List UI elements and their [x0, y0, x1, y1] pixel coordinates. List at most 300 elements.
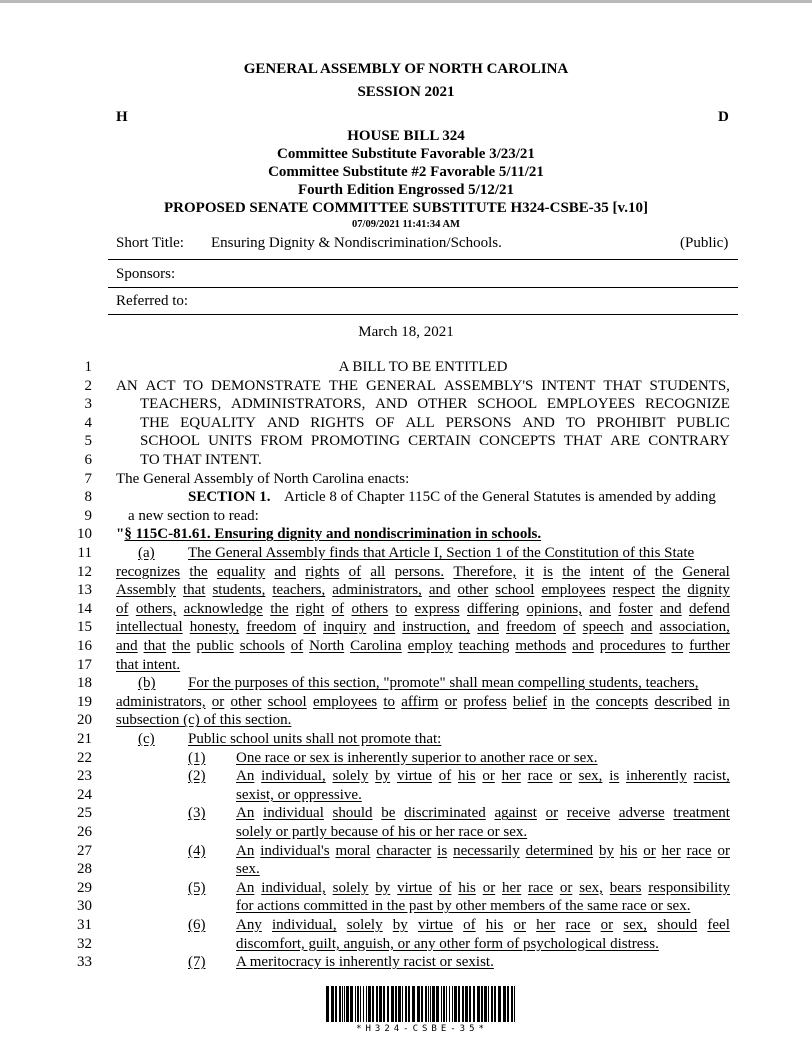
- divider: [108, 314, 738, 315]
- word: or: [482, 879, 496, 896]
- word: or: [559, 879, 573, 896]
- item-text-line: sex.: [236, 861, 260, 878]
- word: and: [428, 582, 451, 599]
- word: bears: [609, 879, 642, 896]
- line-number: 5: [84, 433, 92, 450]
- word: and: [116, 638, 138, 654]
- word: GENERAL: [365, 377, 436, 394]
- subsection-text: For the purposes of this section, "promote" shall mean compelling students, teachers,: [188, 675, 699, 692]
- word: by: [392, 917, 408, 933]
- act-title-line: [140, 432, 730, 451]
- line-number: 6: [84, 452, 92, 468]
- word: to: [395, 600, 408, 617]
- word: express: [414, 600, 460, 617]
- section-text: Article 8 of Chapter 115C of the General Statutes is amended by adding: [284, 489, 716, 506]
- line-number: 27: [77, 842, 92, 859]
- item-number: (1): [188, 749, 206, 766]
- divider: [108, 287, 738, 288]
- word: virtue: [417, 917, 453, 933]
- word: THAT: [563, 433, 603, 450]
- word: described: [654, 693, 712, 710]
- barcode-bar: [481, 986, 483, 1022]
- short-title-label: Short Title:: [116, 235, 184, 251]
- item-text-line: discomfort, guilt, anguish, or any other form of psychological distress.: [236, 935, 659, 952]
- barcode-bar: [473, 986, 475, 1022]
- chamber-letter: H: [116, 109, 128, 125]
- word: teachers,: [272, 582, 326, 599]
- act-title-line: [140, 395, 730, 414]
- word: An: [236, 879, 255, 896]
- word: and: [373, 619, 396, 636]
- barcode-bar: [372, 986, 374, 1022]
- item-text-line: [236, 842, 730, 861]
- word: or: [600, 917, 614, 933]
- barcode-bar: [503, 986, 506, 1022]
- barcode-bar: [441, 986, 442, 1022]
- word: PROMOTING: [310, 433, 401, 450]
- word: schools: [239, 638, 285, 654]
- item-text-line: [236, 916, 730, 935]
- barcode-bar: [391, 986, 394, 1022]
- word: or: [717, 842, 730, 859]
- barcode-bar: [363, 986, 364, 1022]
- word: individual,: [261, 768, 326, 785]
- word: of: [303, 619, 316, 636]
- word: respect: [612, 582, 656, 599]
- word: association,: [659, 619, 730, 636]
- subsection-a-line: [116, 581, 730, 600]
- line-number: 23: [77, 768, 92, 785]
- draft-letter: D: [718, 109, 729, 125]
- word: rights: [305, 563, 340, 580]
- item-text-line: [236, 767, 730, 786]
- barcode-bar: [417, 986, 420, 1022]
- timestamp: 07/09/2021 11:41:34 AM: [352, 219, 460, 230]
- barcode-bar: [398, 986, 401, 1022]
- item-number: (4): [188, 842, 206, 859]
- word: the: [662, 582, 681, 599]
- word: character: [376, 842, 432, 859]
- word: methods: [515, 638, 567, 654]
- referred-label: Referred to:: [116, 293, 189, 309]
- word: the: [189, 563, 208, 580]
- item-number: (5): [188, 879, 206, 896]
- word: or: [482, 768, 495, 785]
- word: individual: [263, 805, 324, 822]
- line-number: 29: [77, 879, 92, 896]
- item-text-line: for actions committed in the past by other members of the same race or sex.: [236, 898, 691, 915]
- word: employees: [541, 582, 606, 599]
- word: it: [525, 563, 534, 580]
- item-number: (2): [188, 768, 206, 785]
- word: and: [572, 638, 594, 654]
- statute-heading: [116, 525, 730, 544]
- word: RIGHTS: [310, 414, 365, 431]
- word: General: [682, 563, 730, 580]
- line-number: 33: [77, 954, 92, 971]
- subsection-label: (c): [138, 731, 155, 747]
- word: her: [501, 768, 521, 785]
- divider: [108, 259, 738, 260]
- word: PROHIBIT: [596, 414, 666, 431]
- barcode-bar: [326, 986, 329, 1022]
- word: the: [654, 563, 674, 580]
- line-number: 13: [77, 582, 92, 599]
- word: or: [211, 693, 225, 710]
- section-text-line: a new section to read:: [128, 507, 259, 524]
- word: solely: [346, 917, 383, 933]
- line-number: 19: [77, 693, 92, 710]
- line-number: 9: [84, 507, 92, 524]
- section-label: SECTION 1.: [188, 489, 271, 506]
- barcode-bar: [405, 986, 407, 1022]
- word: UNITS: [208, 433, 253, 450]
- word: and: [630, 619, 653, 636]
- word: North: [309, 638, 345, 654]
- word: is: [437, 842, 448, 859]
- word: receive: [566, 805, 611, 822]
- word: STUDENTS,: [649, 377, 730, 394]
- word: intent: [589, 563, 624, 580]
- word: in: [718, 693, 730, 710]
- word: An: [236, 805, 255, 822]
- word: An: [236, 768, 255, 785]
- word: his: [458, 879, 476, 896]
- word: treatment: [673, 805, 730, 822]
- barcode-bar: [443, 986, 445, 1022]
- word: persons.: [394, 563, 445, 580]
- barcode-bar: [395, 986, 397, 1022]
- word: virtue: [397, 879, 433, 896]
- line-number: 4: [84, 414, 92, 431]
- word: others,: [135, 600, 177, 617]
- word: inherently: [626, 768, 687, 785]
- word: or: [545, 805, 559, 822]
- subsection-a-line: [116, 563, 730, 582]
- word: ACT: [145, 377, 176, 394]
- word: race: [686, 842, 712, 859]
- line-number: 15: [77, 619, 92, 636]
- word: THAT: [603, 377, 642, 394]
- word: sex,: [623, 917, 648, 933]
- word: by: [375, 879, 391, 896]
- word: ADMINISTRATORS,: [231, 396, 366, 413]
- barcode-bar: [368, 986, 371, 1022]
- word: ALL: [405, 414, 435, 431]
- barcode-bar: [449, 986, 450, 1022]
- line-number: 31: [77, 917, 92, 933]
- word: individual,: [261, 879, 326, 896]
- word: EQUALITY: [180, 414, 256, 431]
- barcode-bar: [342, 986, 343, 1022]
- subsection-text: Public school units shall not promote that:: [188, 731, 442, 747]
- barcode-bar: [350, 986, 353, 1022]
- barcode: [324, 986, 520, 1038]
- item-text-line: One race or sex is inherently superior to another race or sex.: [236, 749, 598, 766]
- barcode-bar: [421, 986, 423, 1022]
- barcode-bar: [458, 986, 460, 1022]
- word: solely: [332, 879, 369, 896]
- word: his: [619, 842, 638, 859]
- word: should: [657, 917, 698, 933]
- line-number: 16: [77, 638, 92, 654]
- word: his: [485, 917, 504, 933]
- item-number: (7): [188, 954, 206, 971]
- word: of: [290, 638, 304, 654]
- word: moral: [335, 842, 371, 859]
- word: sex,: [578, 768, 603, 785]
- word: FROM: [260, 433, 303, 450]
- barcode-bar: [402, 986, 403, 1022]
- word: AN: [116, 377, 138, 394]
- word: race: [528, 879, 553, 896]
- history-line: Committee Substitute Favorable 3/23/21: [277, 146, 535, 162]
- subsection-label: (b): [138, 675, 156, 692]
- line-number: 2: [84, 377, 92, 394]
- word: acknowledge: [183, 600, 263, 617]
- word: against: [494, 805, 537, 822]
- barcode-bar: [346, 986, 349, 1022]
- line-number: 11: [77, 545, 92, 561]
- word: OF: [375, 414, 395, 431]
- barcode-bar: [432, 986, 435, 1022]
- word: teaching: [458, 638, 510, 654]
- word: race: [565, 917, 591, 933]
- assembly-title: GENERAL ASSEMBLY OF NORTH CAROLINA: [243, 61, 569, 77]
- word: further: [689, 638, 730, 654]
- word: AND: [522, 414, 555, 431]
- word: TEACHERS,: [140, 396, 222, 413]
- word: SCHOOL: [140, 433, 201, 450]
- sponsors-label: Sponsors:: [116, 266, 176, 282]
- word: employ: [407, 638, 453, 654]
- line-number: 22: [77, 749, 92, 766]
- word: virtue: [396, 768, 432, 785]
- subsection-b-line: [116, 693, 730, 712]
- subsection-a-line: [116, 637, 730, 656]
- word: adverse: [618, 805, 665, 822]
- bill-entitled-heading: A BILL TO BE ENTITLED: [338, 359, 508, 375]
- short-title: Ensuring Dignity & Nondiscrimination/Schools.: [211, 235, 502, 251]
- line-number: 7: [84, 470, 92, 487]
- bill-number: HOUSE BILL 324: [347, 128, 465, 144]
- barcode-bar: [498, 986, 501, 1022]
- word: INTENT: [541, 377, 596, 394]
- word: that: [182, 582, 206, 599]
- word: Any: [236, 917, 262, 933]
- item-text-line: [236, 804, 730, 823]
- barcode-bar: [360, 986, 361, 1022]
- word: is: [542, 563, 553, 580]
- line-number: 10: [77, 526, 92, 543]
- word: PERSONS: [445, 414, 512, 431]
- act-title-line: TO THAT INTENT.: [140, 452, 262, 468]
- line-number: 28: [77, 861, 92, 878]
- word: OTHER: [417, 396, 468, 413]
- word: that: [143, 638, 167, 654]
- word: dignity: [687, 582, 730, 599]
- word: and: [274, 563, 297, 580]
- barcode-bar: [477, 986, 480, 1022]
- word: racist,: [693, 768, 730, 785]
- word: opinions,: [526, 600, 582, 617]
- word: to: [383, 693, 395, 710]
- word: Assembly: [116, 582, 176, 599]
- word: be: [381, 805, 396, 822]
- item-text-line: [236, 879, 730, 898]
- word: of: [463, 917, 476, 933]
- barcode-bar: [428, 986, 429, 1022]
- barcode-bar: [335, 986, 337, 1022]
- word: feel: [707, 917, 730, 933]
- item-text-line: solely or partly because of his or her race or sex.: [236, 824, 528, 840]
- barcode-bar: [357, 986, 359, 1022]
- line-number: 26: [77, 824, 92, 840]
- word: is: [609, 768, 620, 785]
- line-number: 1: [84, 359, 92, 375]
- word: foster: [618, 600, 653, 617]
- word: CONCEPTS: [479, 433, 556, 450]
- statute-heading-text: § 115C-81.61. Ensuring dignity and nondiscrimination in schools.: [124, 526, 542, 543]
- word: solely: [332, 768, 369, 785]
- word: of: [348, 563, 362, 580]
- line-number: 30: [77, 898, 92, 915]
- barcode-bar: [452, 986, 453, 1022]
- word: sex,: [579, 879, 603, 896]
- word: Carolina: [350, 638, 402, 654]
- barcode-bar: [408, 986, 410, 1022]
- word: to: [671, 638, 684, 654]
- subsection-a-line: that intent.: [116, 656, 181, 673]
- word: others: [351, 600, 389, 617]
- line-number: 18: [77, 675, 92, 692]
- word: procedures: [599, 638, 666, 654]
- word: instruction,: [402, 619, 471, 636]
- subsection-a-line: [116, 600, 730, 619]
- barcode-bar: [344, 986, 345, 1022]
- word: school: [495, 582, 535, 599]
- word: profess: [463, 693, 507, 710]
- word: and: [659, 600, 682, 617]
- word: the: [562, 563, 581, 580]
- history-line: Committee Substitute #2 Favorable 5/11/21: [268, 164, 544, 180]
- act-title-line: [140, 414, 730, 433]
- word: Therefore,: [453, 563, 517, 580]
- word: concepts: [595, 693, 649, 710]
- barcode-bar: [446, 986, 447, 1022]
- word: PUBLIC: [676, 414, 730, 431]
- barcode-bar: [462, 986, 464, 1022]
- word: DEMONSTRATE: [211, 377, 322, 394]
- line-number: 25: [77, 805, 92, 822]
- word: belief: [512, 693, 548, 710]
- barcode-bar: [339, 986, 341, 1022]
- word: responsibility: [648, 879, 730, 896]
- word: the: [571, 693, 590, 710]
- word: public: [196, 638, 234, 654]
- word: her: [502, 879, 522, 896]
- session-title: SESSION 2021: [357, 84, 455, 100]
- item-text-line: A meritocracy is inherently racist or sexist.: [236, 954, 494, 971]
- window-top-border: [0, 0, 812, 3]
- word: administrators,: [116, 693, 206, 710]
- barcode-bar: [491, 986, 493, 1022]
- word: THE: [328, 377, 359, 394]
- barcode-bar: [331, 986, 334, 1022]
- word: all: [370, 563, 386, 580]
- subsection-b-line: subsection (c) of this section.: [116, 712, 292, 729]
- word: of: [633, 563, 646, 580]
- word: of: [438, 768, 452, 785]
- barcode-bar: [412, 986, 415, 1022]
- public-label: (Public): [680, 235, 729, 251]
- word: right: [295, 600, 325, 617]
- act-title-line: [116, 377, 730, 396]
- word: defend: [688, 600, 730, 617]
- word: intellectual: [116, 619, 183, 636]
- barcode-bar: [494, 986, 496, 1022]
- barcode-bar: [469, 986, 471, 1022]
- word: the: [172, 638, 191, 654]
- word: of: [563, 619, 576, 636]
- word: An: [236, 842, 255, 859]
- barcode-bar: [436, 986, 439, 1022]
- barcode-bar: [511, 986, 513, 1022]
- barcode-bar: [430, 986, 431, 1022]
- word: in: [553, 693, 565, 710]
- word: or: [444, 693, 458, 710]
- open-quote: ": [116, 526, 125, 543]
- word: CONTRARY: [648, 433, 730, 450]
- word: differing: [466, 600, 520, 617]
- word: honesty,: [189, 619, 240, 636]
- word: inquiry: [323, 619, 367, 636]
- word: of: [438, 879, 452, 896]
- enacting-clause: The General Assembly of North Carolina enacts:: [116, 470, 410, 487]
- item-number: (3): [188, 805, 206, 822]
- barcode-bar: [387, 986, 389, 1022]
- line-number: 3: [84, 396, 92, 413]
- barcode-bar: [383, 986, 385, 1022]
- word: her: [661, 842, 681, 859]
- word: recognizes: [116, 563, 181, 580]
- word: should: [332, 805, 373, 822]
- word: students,: [212, 582, 266, 599]
- word: speech: [582, 619, 624, 636]
- line-number: 17: [77, 656, 92, 673]
- subsection-a-line: [116, 618, 730, 637]
- barcode-bars: [324, 986, 520, 1026]
- barcode-bar: [484, 986, 487, 1022]
- word: ARE: [610, 433, 641, 450]
- word: necessarily: [453, 842, 520, 859]
- word: other: [230, 693, 262, 710]
- word: school: [267, 693, 307, 710]
- word: EMPLOYEES: [546, 396, 636, 413]
- word: CERTAIN: [408, 433, 471, 450]
- barcode-bar: [514, 986, 515, 1022]
- word: AND: [375, 396, 408, 413]
- barcode-bar: [507, 986, 509, 1022]
- word: ASSEMBLY'S: [443, 377, 534, 394]
- word: affirm: [401, 693, 439, 710]
- word: RECOGNIZE: [644, 396, 730, 413]
- word: by: [598, 842, 614, 859]
- word: race: [527, 768, 553, 785]
- word: TO: [183, 377, 204, 394]
- line-number: 24: [77, 786, 92, 803]
- word: his: [458, 768, 476, 785]
